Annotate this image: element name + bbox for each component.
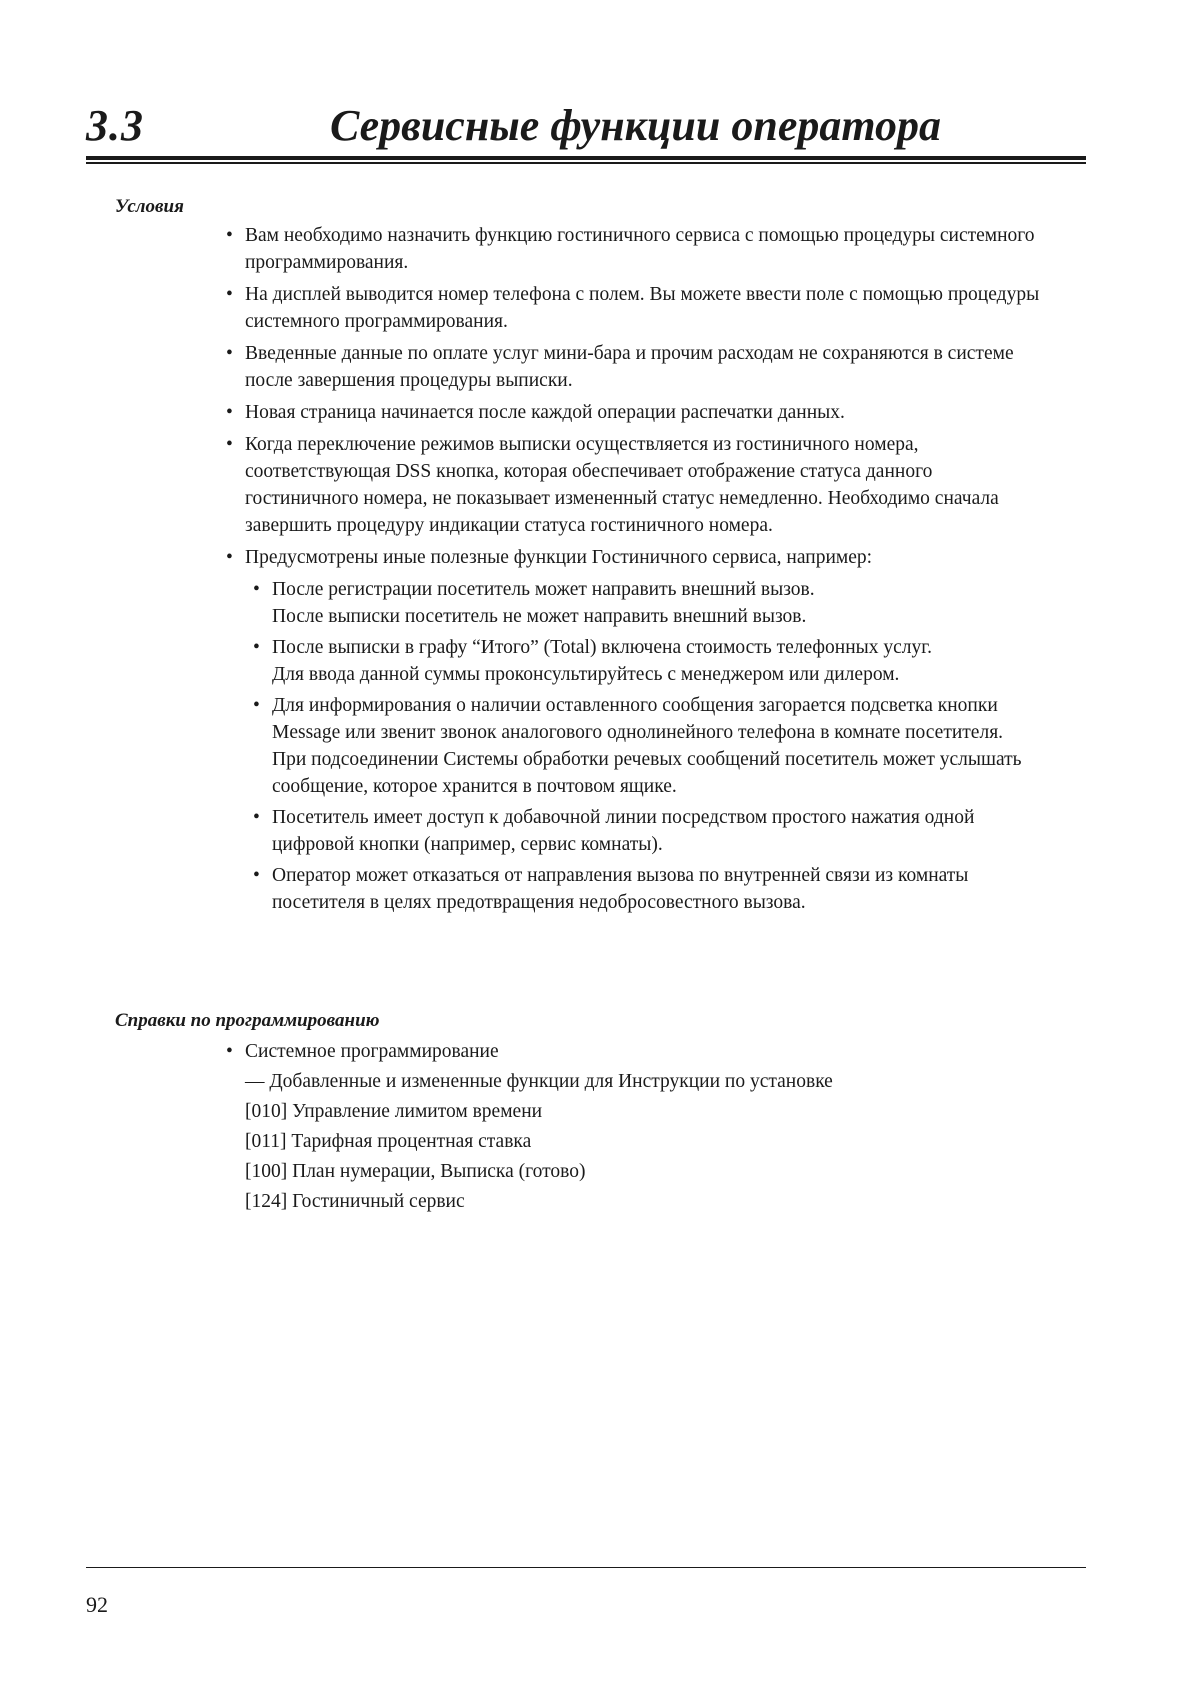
section-number: 3.3 (86, 101, 144, 150)
sub-list-item: • Для информирования о наличии оставленного сообщения загорается подсветка кнопки Message или звенит звонок аналогового однолинейного телефона в комнате посетителя. (245, 692, 1048, 746)
list-item: • Предусмотрены иные полезные функции Гостиничного сервиса, например: (218, 544, 1048, 571)
list-item: • Введенные данные по оплате услуг мини-бара и прочим расходам не сохраняются в системе после завершения процедуры выписки. (218, 340, 1048, 394)
programming-reference-line: — Добавленные и измененные функции для Инструкции по установке (245, 1071, 833, 1092)
programming-reference: [100] План нумерации, Выписка (готово) (245, 1161, 586, 1182)
footer-rule (86, 1567, 1086, 1568)
programming-list (218, 1038, 1048, 1218)
section-header (86, 100, 1086, 156)
programming-reference: [011] Тарифная процентная ставка (245, 1131, 532, 1152)
sub-list (245, 576, 1048, 916)
list-item: • На дисплей выводится номер телефона с полем. Вы можете ввести поле с помощью процедуры системного программирования. (218, 281, 1048, 335)
page-number: 92 (86, 1592, 108, 1617)
programming-reference: [124] Гостиничный сервис (245, 1191, 465, 1212)
list-item: • Новая страница начинается после каждой операции распечатки данных. (218, 399, 1048, 426)
list-item: • Системное программирование (218, 1038, 1048, 1065)
programming-reference: [010] Управление лимитом времени (245, 1101, 543, 1122)
sub-list-item-note: Для ввода данной суммы проконсультируйтесь с менеджером или дилером. (272, 664, 900, 685)
conditions-heading: Условия (115, 196, 184, 217)
programming-heading: Справки по программированию (115, 1010, 380, 1031)
sub-list-item: • Оператор может отказаться от направления вызова по внутренней связи из комнаты посетителя в целях предотвращения недобросовестного вызова. (245, 862, 1048, 916)
sub-list-item: • После регистрации посетитель может направить внешний вызов. (245, 576, 1048, 603)
header-rule-thick (86, 156, 1086, 160)
sub-list-item-note: При подсоединении Системы обработки речевых сообщений посетитель может услышать сообщение, которое хранится в почтовом ящике. (272, 749, 1022, 797)
header-rule-thin (86, 162, 1086, 164)
sub-list-item-note: После выписки посетитель не может направить внешний вызов. (272, 606, 807, 627)
conditions-list (218, 222, 1048, 920)
sub-list-item: • Посетитель имеет доступ к добавочной линии посредством простого нажатия одной цифровой кнопки (например, сервис комнаты). (245, 804, 1048, 858)
section-title: Сервисные функции оператора (330, 101, 941, 150)
list-item: • Вам необходимо назначить функцию гостиничного сервиса с помощью процедуры системного программирования. (218, 222, 1048, 276)
sub-list-item: • После выписки в графу “Итого” (Total) включена стоимость телефонных услуг. (245, 634, 1048, 661)
list-item: • Когда переключение режимов выписки осуществляется из гостиничного номера, соответствующая DSS кнопка, которая обеспечивает отображение статуса данного гостиничного номера, не показывает измененный статус немедленно. Необходимо сначала завершить процедуру индикации статуса гостиничного номера. (218, 431, 1048, 539)
